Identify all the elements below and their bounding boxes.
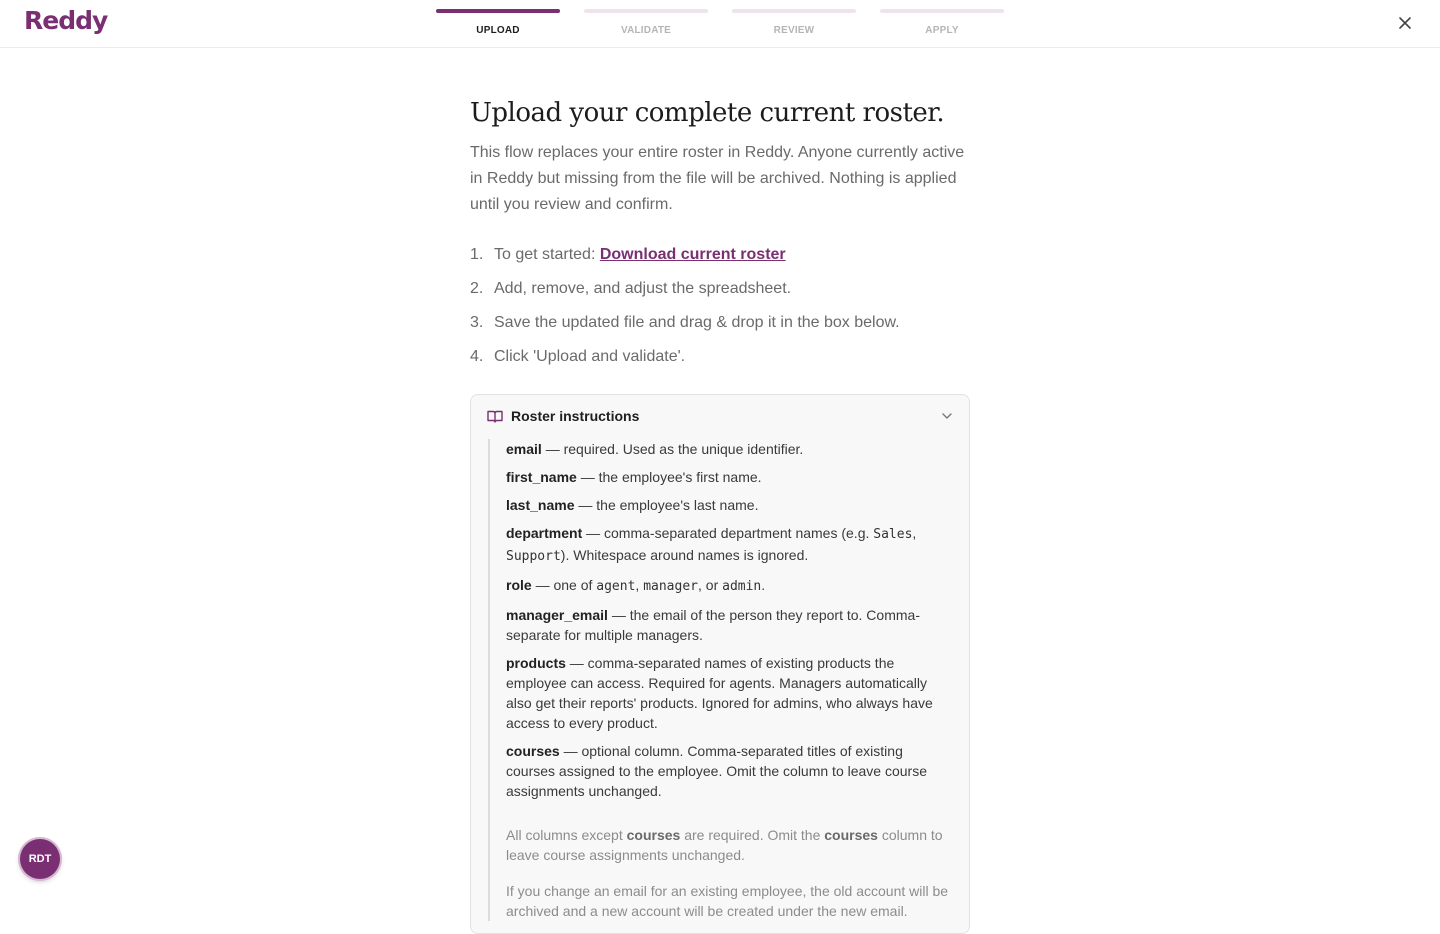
step-review [732,9,856,37]
list-item [470,312,970,334]
step-number: 2. [470,280,484,297]
list-item [470,244,970,266]
chevron-down-icon[interactable] [941,409,953,421]
page-title: Upload your complete current roster. [470,98,945,128]
note-text: column to leave course assignments unchanged. [506,827,943,863]
field-desc: — the employee's last name. [574,497,759,513]
field-name: courses [506,743,560,759]
panel-title: Roster instructions [511,408,640,424]
step-apply [880,9,1004,37]
field-name: email [506,441,542,457]
separator: , [912,525,917,541]
field-products [506,653,953,733]
step-label: REVIEW [773,25,815,36]
roster-instructions-toggle[interactable] [471,395,969,439]
progress-stepper [436,9,1004,41]
field-courses [506,741,953,801]
note-emphasis: courses [626,827,681,843]
step-bar [436,9,560,13]
field-name: department [506,525,583,541]
book-icon [487,410,503,423]
separator: , [635,577,644,593]
field-desc: — comma-separated names of existing products the employee can access. Required for agents. Managers automatically also get their reports' products. Ignored for admins, who always have access to every product. [506,655,933,731]
step-bar [584,9,708,13]
step-bar [732,9,856,13]
field-desc: — the email of the person they report to. Comma-separate for multiple managers. [506,607,920,643]
note-emphasis: courses [824,827,878,843]
step-label: APPLY [925,25,959,36]
rdt-avatar-button[interactable]: RDT [20,839,60,879]
list-item [470,346,970,368]
instructions-body [488,439,969,921]
step-text [494,244,786,266]
list-item [470,278,970,300]
instruction-steps [470,244,970,368]
field-email [506,439,953,459]
step-label: UPLOAD [476,25,520,36]
close-icon[interactable] [1396,12,1414,34]
code-value: manager [643,579,698,594]
field-first-name [506,467,953,487]
field-desc: — the employee's first name. [576,469,762,485]
step-text: Save the updated file and drag & drop it in the box below. [494,314,900,331]
intro-text: This flow replaces your entire roster in Reddy. Anyone currently active in Reddy but missing from the file will be archived. Nothing is applied until you review and confirm. [470,144,965,213]
top-bar [0,0,1440,48]
code-value: Support [506,549,561,564]
columns-note [506,825,953,865]
field-desc: . [761,577,766,593]
code-value: admin [722,579,762,594]
field-name: role [506,577,532,593]
code-value: agent [596,579,636,594]
field-desc: — comma-separated department names (e.g. [582,525,874,541]
roster-instructions-panel [470,394,970,934]
note-text: All columns except [506,827,627,843]
step-text: Add, remove, and adjust the spreadsheet. [494,280,792,297]
field-manager-email [506,605,953,645]
email-change-note: If you change an email for an existing employee, the old account will be archived and a new account will be created under the new email. [506,883,949,919]
field-desc: — required. Used as the unique identifier. [541,441,804,457]
step-validate [584,9,708,37]
step-prefix: To get started: [494,246,600,263]
reddy-logo[interactable]: Reddy [24,6,108,35]
field-name: manager_email [506,607,608,623]
step-number: 4. [470,348,484,365]
field-name: first_name [506,469,577,485]
field-desc: — one of [531,577,597,593]
step-label: VALIDATE [620,25,672,36]
field-desc: — optional column. Comma-separated titles of existing courses assigned to the employee. Omit the column to leave course assignments unchanged. [506,743,927,799]
code-value: Sales [873,527,913,542]
field-department [506,523,953,567]
note-text: are required. Omit the [680,827,825,843]
step-upload [436,9,560,37]
step-text: Click 'Upload and validate'. [494,348,686,365]
field-role [506,575,953,597]
download-roster-link[interactable]: Download current roster [599,246,786,263]
step-number: 3. [470,314,484,331]
step-number: 1. [470,246,484,263]
step-bar [880,9,1004,13]
main-content [470,96,970,934]
field-desc: ). Whitespace around names is ignored. [560,547,809,563]
field-name: products [506,655,566,671]
separator: , or [698,577,723,593]
field-last-name [506,495,953,515]
field-name: last_name [506,497,575,513]
